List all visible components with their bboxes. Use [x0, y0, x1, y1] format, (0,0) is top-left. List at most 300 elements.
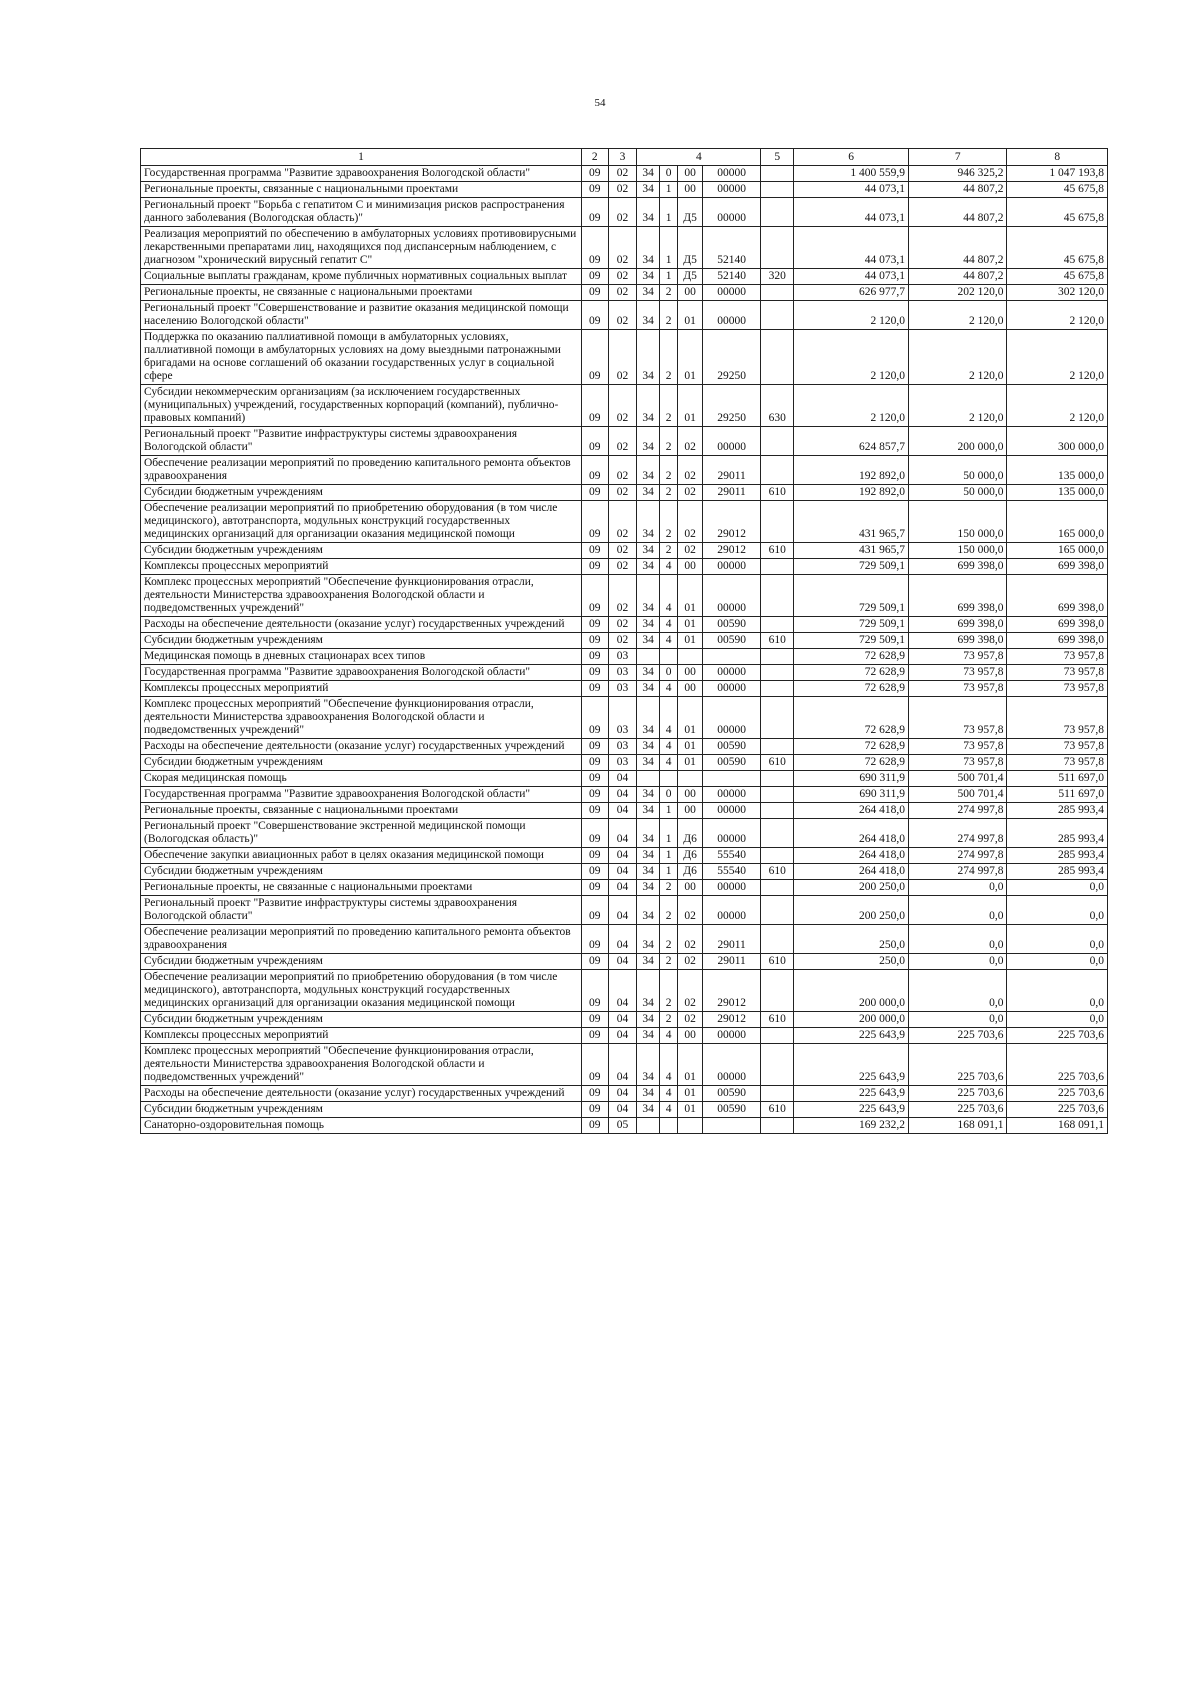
row-value-7: 225 703,6: [909, 1044, 1007, 1086]
row-value-7: 225 703,6: [909, 1086, 1007, 1102]
row-code-4d: 00000: [702, 559, 760, 575]
row-code-4a: 34: [637, 1012, 660, 1028]
row-code-2: 09: [581, 633, 608, 649]
row-code-4c: Д6: [678, 864, 703, 880]
row-value-6: 431 965,7: [794, 501, 909, 543]
row-code-3: 03: [608, 697, 637, 739]
row-code-2: 09: [581, 1028, 608, 1044]
row-value-7: 150 000,0: [909, 501, 1007, 543]
row-code-3: 03: [608, 649, 637, 665]
row-code-4b: 1: [659, 819, 677, 848]
row-code-4a: 34: [637, 925, 660, 954]
table-row: [141, 1102, 1108, 1118]
row-code-4b: [659, 649, 677, 665]
row-value-7: 73 957,8: [909, 665, 1007, 681]
row-code-4a: 34: [637, 896, 660, 925]
row-name: Санаторно-оздоровительная помощь: [141, 1118, 582, 1134]
row-code-3: 04: [608, 925, 637, 954]
row-name: Обеспечение реализации мероприятий по приобретению оборудования (в том числе медицинского), автотранспорта, модульных конструкций государственных медицинских организаций для организации оказания медицинской помощи: [141, 970, 582, 1012]
row-value-8: 225 703,6: [1007, 1028, 1108, 1044]
row-code-3: 02: [608, 285, 637, 301]
row-code-4b: 1: [659, 803, 677, 819]
row-code-4a: 34: [637, 301, 660, 330]
row-code-3: 04: [608, 1028, 637, 1044]
row-value-6: 264 418,0: [794, 864, 909, 880]
row-name: Скорая медицинская помощь: [141, 771, 582, 787]
row-code-2: 09: [581, 617, 608, 633]
table-row: [141, 559, 1108, 575]
row-name: Реализация мероприятий по обеспечению в амбулаторных условиях противовирусными лекарственными препаратами лиц, находящихся под диспансерным наблюдением, с диагнозом "хронический вирусный гепатит С": [141, 227, 582, 269]
row-code-4a: 34: [637, 227, 660, 269]
row-value-6: 250,0: [794, 954, 909, 970]
row-code-5: [761, 771, 794, 787]
row-code-3: 04: [608, 954, 637, 970]
row-code-4d: 00590: [702, 617, 760, 633]
row-code-5: [761, 739, 794, 755]
row-value-7: 274 997,8: [909, 819, 1007, 848]
row-value-8: 0,0: [1007, 880, 1108, 896]
row-code-4c: 02: [678, 925, 703, 954]
row-code-4b: 4: [659, 681, 677, 697]
row-code-3: 05: [608, 1118, 637, 1134]
row-code-4c: 02: [678, 456, 703, 485]
row-code-4b: 0: [659, 166, 677, 182]
row-code-3: 02: [608, 227, 637, 269]
row-value-7: 946 325,2: [909, 166, 1007, 182]
row-name: Региональный проект "Совершенствование и развитие оказания медицинской помощи населению Вологодской области": [141, 301, 582, 330]
row-value-6: 1 400 559,9: [794, 166, 909, 182]
row-code-3: 03: [608, 681, 637, 697]
table-row: [141, 970, 1108, 1012]
row-value-7: 44 807,2: [909, 182, 1007, 198]
row-code-4b: 2: [659, 501, 677, 543]
table-row: [141, 427, 1108, 456]
row-value-7: 168 091,1: [909, 1118, 1007, 1134]
row-code-5: 610: [761, 543, 794, 559]
row-code-4b: 1: [659, 269, 677, 285]
row-value-6: 200 000,0: [794, 970, 909, 1012]
row-code-5: [761, 330, 794, 385]
row-code-3: 03: [608, 739, 637, 755]
table-row: [141, 1012, 1108, 1028]
row-code-4d: 00590: [702, 1086, 760, 1102]
row-code-4c: 01: [678, 697, 703, 739]
row-code-4a: 34: [637, 970, 660, 1012]
table-row: [141, 269, 1108, 285]
row-value-7: 0,0: [909, 896, 1007, 925]
row-code-2: 09: [581, 559, 608, 575]
row-value-6: 225 643,9: [794, 1102, 909, 1118]
row-code-2: 09: [581, 227, 608, 269]
row-code-2: 09: [581, 456, 608, 485]
row-code-4a: 34: [637, 427, 660, 456]
row-code-3: 02: [608, 633, 637, 649]
row-code-5: [761, 166, 794, 182]
row-code-5: [761, 227, 794, 269]
header-row: [141, 149, 1108, 166]
row-code-3: 04: [608, 848, 637, 864]
row-code-5: [761, 285, 794, 301]
row-value-7: 500 701,4: [909, 787, 1007, 803]
table-row: [141, 1028, 1108, 1044]
row-value-7: 699 398,0: [909, 559, 1007, 575]
row-code-4d: 00000: [702, 665, 760, 681]
row-code-3: 02: [608, 182, 637, 198]
table-row: [141, 575, 1108, 617]
row-code-4a: 34: [637, 880, 660, 896]
table-row: [141, 1118, 1108, 1134]
row-code-2: 09: [581, 166, 608, 182]
table-row: [141, 665, 1108, 681]
row-code-4a: 34: [637, 456, 660, 485]
row-code-4a: [637, 649, 660, 665]
row-code-4d: 00590: [702, 755, 760, 771]
row-code-4d: 00000: [702, 880, 760, 896]
row-code-4c: 01: [678, 1086, 703, 1102]
row-code-3: 02: [608, 269, 637, 285]
row-code-5: [761, 665, 794, 681]
row-code-2: 09: [581, 739, 608, 755]
row-value-6: 690 311,9: [794, 787, 909, 803]
row-value-6: 431 965,7: [794, 543, 909, 559]
row-value-8: 73 957,8: [1007, 649, 1108, 665]
row-value-8: 2 120,0: [1007, 385, 1108, 427]
row-name: Субсидии бюджетным учреждениям: [141, 1012, 582, 1028]
row-value-6: 200 000,0: [794, 1012, 909, 1028]
row-code-2: 09: [581, 1118, 608, 1134]
row-code-4d: 00000: [702, 819, 760, 848]
row-code-2: 09: [581, 385, 608, 427]
table-row: [141, 1086, 1108, 1102]
row-code-4a: 34: [637, 819, 660, 848]
row-code-4c: 02: [678, 970, 703, 1012]
row-code-2: 09: [581, 771, 608, 787]
row-code-3: 04: [608, 803, 637, 819]
row-code-4b: 4: [659, 697, 677, 739]
table-row: [141, 739, 1108, 755]
row-value-7: 225 703,6: [909, 1028, 1007, 1044]
row-value-8: 699 398,0: [1007, 617, 1108, 633]
row-code-4d: [702, 1118, 760, 1134]
row-value-6: 44 073,1: [794, 269, 909, 285]
row-code-4a: 34: [637, 864, 660, 880]
row-code-4c: 00: [678, 880, 703, 896]
row-value-8: 511 697,0: [1007, 787, 1108, 803]
row-code-4d: 00000: [702, 427, 760, 456]
row-code-2: 09: [581, 649, 608, 665]
row-code-4b: 2: [659, 427, 677, 456]
row-code-4b: 4: [659, 559, 677, 575]
row-code-2: 09: [581, 427, 608, 456]
row-code-4d: 29012: [702, 543, 760, 559]
table-row: [141, 633, 1108, 649]
table-row: [141, 925, 1108, 954]
row-code-4a: 34: [637, 182, 660, 198]
row-code-4d: 00000: [702, 681, 760, 697]
row-value-8: 0,0: [1007, 925, 1108, 954]
table-row: [141, 330, 1108, 385]
row-code-5: [761, 681, 794, 697]
row-code-4d: 29011: [702, 954, 760, 970]
row-name: Расходы на обеспечение деятельности (оказание услуг) государственных учреждений: [141, 617, 582, 633]
row-name: Комплексы процессных мероприятий: [141, 559, 582, 575]
header-col-8: 8: [1007, 149, 1108, 166]
row-value-6: 225 643,9: [794, 1028, 909, 1044]
row-code-4d: 29011: [702, 456, 760, 485]
row-code-4c: 02: [678, 485, 703, 501]
row-code-4d: [702, 771, 760, 787]
table-row: [141, 649, 1108, 665]
row-value-7: 699 398,0: [909, 617, 1007, 633]
row-name: Обеспечение реализации мероприятий по проведению капитального ремонта объектов здравоохранения: [141, 925, 582, 954]
row-value-6: 2 120,0: [794, 385, 909, 427]
row-code-4a: 34: [637, 755, 660, 771]
row-code-4d: 52140: [702, 227, 760, 269]
row-value-6: 72 628,9: [794, 697, 909, 739]
row-code-4c: 01: [678, 575, 703, 617]
row-value-6: 729 509,1: [794, 617, 909, 633]
table-row: [141, 697, 1108, 739]
row-code-4a: [637, 771, 660, 787]
row-code-4d: 00000: [702, 787, 760, 803]
row-code-4d: 29011: [702, 485, 760, 501]
row-name: Медицинская помощь в дневных стационарах всех типов: [141, 649, 582, 665]
row-code-5: [761, 617, 794, 633]
row-name: Расходы на обеспечение деятельности (оказание услуг) государственных учреждений: [141, 739, 582, 755]
row-code-4a: 34: [637, 501, 660, 543]
row-code-4d: 55540: [702, 864, 760, 880]
header-col-7: 7: [909, 149, 1007, 166]
table-row: [141, 617, 1108, 633]
row-value-7: 2 120,0: [909, 330, 1007, 385]
row-code-3: 04: [608, 864, 637, 880]
row-code-4b: 2: [659, 385, 677, 427]
row-code-4b: 0: [659, 665, 677, 681]
row-name: Государственная программа "Развитие здравоохранения Вологодской области": [141, 166, 582, 182]
row-value-8: 699 398,0: [1007, 633, 1108, 649]
row-value-8: 73 957,8: [1007, 739, 1108, 755]
row-code-4d: 29250: [702, 330, 760, 385]
row-value-7: 0,0: [909, 880, 1007, 896]
row-code-4b: 2: [659, 970, 677, 1012]
row-code-5: [761, 559, 794, 575]
row-name: Комплекс процессных мероприятий "Обеспечение функционирования отрасли, деятельности Министерства здравоохранения Вологодской области и подведомственных учреждений": [141, 1044, 582, 1086]
row-value-6: 192 892,0: [794, 485, 909, 501]
row-code-3: 02: [608, 385, 637, 427]
row-code-4c: 00: [678, 182, 703, 198]
row-value-7: 50 000,0: [909, 485, 1007, 501]
row-code-4a: 34: [637, 665, 660, 681]
row-value-7: 0,0: [909, 970, 1007, 1012]
row-code-4c: 01: [678, 385, 703, 427]
row-code-4a: 34: [637, 385, 660, 427]
table-row: [141, 301, 1108, 330]
row-code-4c: 02: [678, 1012, 703, 1028]
row-code-3: 04: [608, 896, 637, 925]
row-value-6: 225 643,9: [794, 1086, 909, 1102]
row-value-8: 0,0: [1007, 896, 1108, 925]
row-code-4a: 34: [637, 1044, 660, 1086]
row-value-7: 0,0: [909, 954, 1007, 970]
row-name: Субсидии некоммерческим организациям (за исключением государственных (муниципальных) учреждений, государственных корпораций (компаний), публично-правовых компаний): [141, 385, 582, 427]
row-code-4a: 34: [637, 1028, 660, 1044]
row-value-6: 44 073,1: [794, 227, 909, 269]
row-code-2: 09: [581, 285, 608, 301]
row-name: Обеспечение закупки авиационных работ в целях оказания медицинской помощи: [141, 848, 582, 864]
table-row: [141, 880, 1108, 896]
table-row: [141, 501, 1108, 543]
row-code-4a: 34: [637, 198, 660, 227]
row-value-8: 45 675,8: [1007, 198, 1108, 227]
row-name: Субсидии бюджетным учреждениям: [141, 485, 582, 501]
row-code-2: 09: [581, 330, 608, 385]
row-code-4c: 00: [678, 166, 703, 182]
row-code-3: 04: [608, 1044, 637, 1086]
row-code-3: 02: [608, 543, 637, 559]
row-code-4a: 34: [637, 954, 660, 970]
row-code-4a: 34: [637, 848, 660, 864]
row-code-5: [761, 456, 794, 485]
row-code-4b: 1: [659, 198, 677, 227]
row-code-4b: 0: [659, 787, 677, 803]
row-value-7: 73 957,8: [909, 681, 1007, 697]
row-code-2: 09: [581, 880, 608, 896]
row-value-7: 0,0: [909, 1012, 1007, 1028]
table-row: [141, 198, 1108, 227]
row-code-5: [761, 970, 794, 1012]
row-code-4b: 4: [659, 1028, 677, 1044]
row-code-4d: 29250: [702, 385, 760, 427]
row-code-4c: 01: [678, 739, 703, 755]
row-code-4d: 00000: [702, 697, 760, 739]
row-value-6: 2 120,0: [794, 330, 909, 385]
row-code-4b: 4: [659, 1044, 677, 1086]
row-code-4d: 29011: [702, 925, 760, 954]
row-code-4d: 00000: [702, 575, 760, 617]
row-name: Комплексы процессных мероприятий: [141, 681, 582, 697]
row-code-4a: 34: [637, 575, 660, 617]
table-row: [141, 755, 1108, 771]
row-code-5: [761, 896, 794, 925]
row-name: Региональный проект "Совершенствование экстренной медицинской помощи (Вологодская область)": [141, 819, 582, 848]
row-code-2: 09: [581, 755, 608, 771]
row-name: Региональные проекты, не связанные с национальными проектами: [141, 880, 582, 896]
row-code-3: 02: [608, 485, 637, 501]
row-code-2: 09: [581, 1044, 608, 1086]
row-code-4a: 34: [637, 543, 660, 559]
row-code-4b: 4: [659, 575, 677, 617]
row-code-5: [761, 198, 794, 227]
row-value-7: 225 703,6: [909, 1102, 1007, 1118]
row-code-2: 09: [581, 1012, 608, 1028]
row-value-8: 511 697,0: [1007, 771, 1108, 787]
row-code-4b: [659, 1118, 677, 1134]
row-code-4c: 02: [678, 896, 703, 925]
row-name: Комплексы процессных мероприятий: [141, 1028, 582, 1044]
row-value-6: 72 628,9: [794, 755, 909, 771]
row-value-8: 73 957,8: [1007, 697, 1108, 739]
row-code-4a: 34: [637, 166, 660, 182]
row-value-8: 225 703,6: [1007, 1102, 1108, 1118]
row-code-4c: Д5: [678, 227, 703, 269]
row-code-2: 09: [581, 575, 608, 617]
row-code-4d: 00000: [702, 198, 760, 227]
row-name: Региональные проекты, связанные с национальными проектами: [141, 803, 582, 819]
row-value-8: 73 957,8: [1007, 665, 1108, 681]
row-value-8: 0,0: [1007, 1012, 1108, 1028]
row-code-3: 04: [608, 1086, 637, 1102]
row-value-6: 624 857,7: [794, 427, 909, 456]
row-value-7: 50 000,0: [909, 456, 1007, 485]
row-code-4b: 4: [659, 755, 677, 771]
row-name: Государственная программа "Развитие здравоохранения Вологодской области": [141, 787, 582, 803]
row-code-4c: 01: [678, 755, 703, 771]
row-value-7: 44 807,2: [909, 227, 1007, 269]
row-code-5: [761, 575, 794, 617]
row-value-8: 165 000,0: [1007, 501, 1108, 543]
row-code-3: 02: [608, 559, 637, 575]
row-name: Поддержка по оказанию паллиативной помощи в амбулаторных условиях, паллиативной помощи в амбулаторных условиях на дому выездными патронажными бригадами на основе соглашений об оказании государственных услуг в социальной сфере: [141, 330, 582, 385]
table-row: [141, 896, 1108, 925]
row-code-4d: 29012: [702, 1012, 760, 1028]
row-value-8: 2 120,0: [1007, 301, 1108, 330]
table-row: [141, 227, 1108, 269]
row-value-6: 72 628,9: [794, 649, 909, 665]
table-body: [141, 166, 1108, 1134]
table-row: [141, 166, 1108, 182]
table-header: [141, 149, 1108, 166]
table-row: [141, 819, 1108, 848]
table-row: [141, 1044, 1108, 1086]
row-value-8: 302 120,0: [1007, 285, 1108, 301]
row-code-2: 09: [581, 501, 608, 543]
row-code-4a: 34: [637, 559, 660, 575]
row-code-4a: 34: [637, 1086, 660, 1102]
row-value-7: 73 957,8: [909, 755, 1007, 771]
row-name: Региональный проект "Развитие инфраструктуры системы здравоохранения Вологодской области": [141, 427, 582, 456]
row-name: Субсидии бюджетным учреждениям: [141, 954, 582, 970]
row-value-6: 264 418,0: [794, 848, 909, 864]
row-code-5: [761, 803, 794, 819]
row-code-3: 02: [608, 198, 637, 227]
row-code-5: [761, 182, 794, 198]
row-code-4d: 52140: [702, 269, 760, 285]
row-value-8: 285 993,4: [1007, 848, 1108, 864]
row-value-7: 44 807,2: [909, 198, 1007, 227]
row-name: Региональный проект "Борьба с гепатитом С и минимизация рисков распространения данного заболевания (Вологодская область)": [141, 198, 582, 227]
row-code-4b: 1: [659, 227, 677, 269]
row-value-6: 200 250,0: [794, 880, 909, 896]
table-row: [141, 681, 1108, 697]
row-name: Субсидии бюджетным учреждениям: [141, 543, 582, 559]
row-code-4b: 2: [659, 954, 677, 970]
row-code-4d: 00000: [702, 896, 760, 925]
row-code-4b: 2: [659, 285, 677, 301]
row-name: Региональный проект "Развитие инфраструктуры системы здравоохранения Вологодской области": [141, 896, 582, 925]
row-code-4c: 01: [678, 301, 703, 330]
row-value-7: 274 997,8: [909, 803, 1007, 819]
row-code-2: 09: [581, 198, 608, 227]
row-value-8: 45 675,8: [1007, 227, 1108, 269]
row-code-4a: 34: [637, 697, 660, 739]
row-code-3: 04: [608, 771, 637, 787]
row-code-5: 610: [761, 755, 794, 771]
row-code-5: 610: [761, 1012, 794, 1028]
row-code-4c: 02: [678, 501, 703, 543]
row-code-2: 09: [581, 1086, 608, 1102]
row-code-4d: 00590: [702, 739, 760, 755]
row-value-6: 729 509,1: [794, 559, 909, 575]
